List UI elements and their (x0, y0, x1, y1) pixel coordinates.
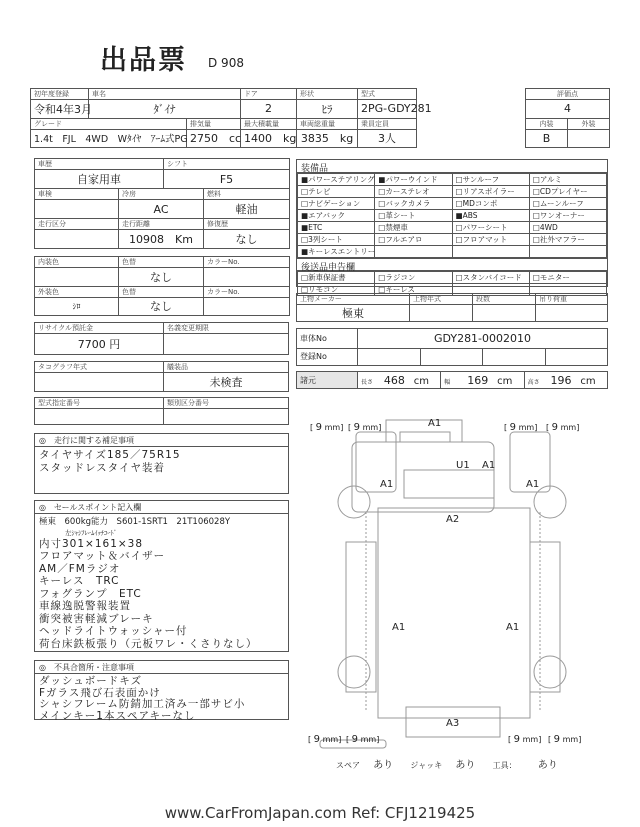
equipment-item-label: キーレスエントリー (308, 247, 376, 256)
equipment-item (529, 186, 606, 198)
lift-label: 吊り荷重 (536, 294, 608, 305)
width-unit: cm (497, 375, 513, 387)
model-value: 2PG-GDY281 (358, 100, 417, 119)
name-change-value (164, 334, 289, 355)
tacho-table (34, 361, 289, 392)
equipment-check-value: 未検査 (164, 373, 289, 392)
maker-value: 極東 (297, 305, 410, 322)
equipment-item (298, 174, 375, 186)
unchecked-box-icon: □ (532, 223, 540, 232)
height-label: 高さ (527, 378, 540, 386)
tread-depth: [ 9 mm] (548, 734, 582, 745)
interior-color-value (35, 268, 119, 287)
note-line: Fガラス飛び石表面かけ (39, 686, 161, 699)
capacity-label: 乗員定員 (358, 118, 417, 129)
height-value: 196 (550, 373, 572, 387)
note-line: スタッドレスタイヤ装着 (39, 461, 165, 474)
unchecked-box-icon: □ (378, 235, 386, 244)
note-line: 衝突被害軽減ブレーキ (39, 612, 154, 625)
height-unit: cm (580, 375, 596, 387)
equipment-item-label: リアスポイラー (462, 187, 515, 196)
unchecked-box-icon: □ (378, 285, 386, 294)
door-label: ドア (241, 89, 297, 100)
exterior-change-value: なし (119, 297, 204, 316)
equipment-item (529, 210, 606, 222)
stages-label: 段数 (473, 294, 536, 305)
fuel-value: 軽油 (204, 200, 290, 219)
defects-body (35, 674, 288, 724)
defects-box (34, 660, 289, 720)
checked-box-icon: ■ (378, 175, 386, 184)
equipment-item-label: ナビゲーション (308, 199, 361, 208)
running-notes-label: ◎ 走行に関する補足事項 (35, 434, 288, 447)
equipment-item-label: ABS (462, 211, 478, 220)
vehicle-summary-table (30, 88, 432, 148)
damage-mark: A1 (380, 479, 394, 490)
body-year-label: 上物年式 (410, 294, 473, 305)
unchecked-box-icon: □ (301, 187, 309, 196)
equipment-item (298, 210, 375, 222)
unchecked-box-icon: □ (301, 235, 309, 244)
run-class-label: 走行区分 (35, 219, 119, 230)
running-notes-body (35, 447, 288, 476)
capacity-value: 3人 (358, 129, 417, 148)
history-table (34, 158, 289, 249)
specs-label: 諸元 (297, 372, 358, 389)
recycle-table (34, 322, 289, 355)
ac-value: AC (119, 200, 204, 219)
equipment-item (529, 234, 606, 246)
unchecked-box-icon: □ (301, 273, 309, 282)
note-line: メインキー1本スペアキーなし (39, 709, 196, 722)
grade-label: グレード (31, 118, 187, 129)
gross-weight-value: 3835 kg (297, 129, 358, 148)
length-value: 468 (383, 373, 405, 387)
exterior-grade (568, 129, 610, 148)
equipment-item-label: ETC (308, 223, 323, 232)
equipment-item (298, 246, 375, 258)
exterior-color-value: ｼﾛ (35, 297, 119, 316)
equipment-item (375, 272, 452, 284)
watermark: www.CarFromJapan.com Ref: CFJ1219425 (164, 804, 476, 822)
exterior-change-label: 色替 (119, 286, 204, 297)
equipment-item-label: フルエアロ (385, 235, 423, 244)
sales-line-1: 極東 600kg能力 S601-1SRT1 21T106028Y (39, 517, 231, 527)
equipment-item-label: 社外マフラー (539, 235, 585, 244)
unchecked-box-icon: □ (532, 199, 540, 208)
note-line: ヘッドライトウォッシャー付 (39, 625, 188, 637)
chassis-table (296, 328, 608, 366)
spare-label: スペア (336, 761, 360, 770)
exterior-color-no-label: カラーNo. (204, 286, 290, 297)
chassis-label: 車体No (297, 329, 358, 349)
spare-value: あり (373, 760, 394, 771)
equipment-item (452, 198, 529, 210)
equipment-item-label: パワーシート (462, 223, 508, 232)
unchecked-box-icon: □ (532, 211, 540, 220)
equipment-item (375, 222, 452, 234)
equipment-item-label: キーレス (385, 285, 415, 294)
mileage-label: 走行距離 (119, 219, 204, 230)
recycle-value: 7700 円 (35, 334, 164, 355)
equipment-item-label: MDコンポ (462, 199, 498, 208)
unchecked-box-icon: □ (455, 187, 463, 196)
grade-value: 1.4t FJL 4WD Wﾀｲﾔ ｱｰﾑ式PG (31, 129, 187, 148)
equipment-item (452, 210, 529, 222)
equipment-item-label: 3列シート (308, 235, 343, 244)
equipment-item (375, 234, 452, 246)
interior-color-label: 内装色 (35, 257, 119, 268)
equipment-item-label: 革シート (385, 211, 416, 220)
equipment-item-label: カーステレオ (385, 187, 430, 196)
interior-color-no-label: カラーNo. (204, 257, 290, 268)
equipment-check-label: 艤装品 (164, 362, 289, 373)
note-line: 内寸301×161×38 (39, 537, 144, 550)
equipment-item (375, 186, 452, 198)
damage-mark: A1 (428, 418, 442, 429)
note-line: 荷台床鉄板張り（元板ワレ・くさりなし） (39, 637, 258, 650)
running-notes-box (34, 433, 289, 494)
score-box (525, 88, 610, 148)
shift-value: F5 (164, 170, 290, 189)
equipment-item-label: テレビ (308, 187, 331, 196)
equipment-item-label: パワーステアリング (308, 175, 375, 184)
max-load-label: 最大積載量 (241, 118, 297, 129)
exterior-color-no (204, 297, 290, 316)
max-load-value: 1400 kg (241, 129, 297, 148)
equipment-item (452, 234, 529, 246)
damage-mark: A2 (446, 514, 460, 525)
tread-depth: [ 9 mm] (504, 422, 538, 433)
equipment-item (298, 186, 375, 198)
history-label: 車歴 (35, 159, 164, 170)
sales-line-1b: 左ｼｬｼﾌﾚｰﾑｲｯﾁｺｰﾄﾞ (65, 528, 117, 537)
checked-box-icon: ■ (301, 247, 309, 256)
tread-depth: [ 9 mm] (348, 422, 382, 433)
interior-color-no (204, 268, 290, 287)
equipment-item-label: CDプレイヤー (539, 187, 588, 196)
checked-box-icon: ■ (455, 211, 463, 220)
score-value: 4 (526, 100, 610, 119)
type-number-label: 型式指定番号 (35, 398, 164, 409)
shift-label: シフト (164, 159, 290, 170)
unchecked-box-icon: □ (301, 199, 309, 208)
equipment-item-label: アルミ (539, 175, 563, 184)
tread-depth: [ 9 mm] (310, 422, 344, 433)
equipment-item-label: パワーウインド (385, 175, 438, 184)
interior-label: 内装 (526, 118, 568, 129)
note-line: 車線逸脱警報装置 (39, 600, 131, 612)
equipment-item (452, 272, 529, 284)
note-line: AM／FMラジオ (39, 562, 121, 575)
exterior-label: 外装 (568, 118, 610, 129)
inspection-value (35, 200, 119, 219)
inspection-label: 車検 (35, 189, 119, 200)
note-line: ダッシュボードキズ (39, 675, 143, 687)
body-info-table (296, 293, 608, 322)
equipment-item-label: サンルーフ (462, 175, 500, 184)
repair-label: 修復歴 (204, 219, 290, 230)
unchecked-box-icon: □ (455, 175, 463, 184)
tread-depth: [ 9 mm] (508, 734, 542, 745)
tools-value: あり (537, 760, 558, 771)
displacement-value: 2750 cc (187, 129, 241, 148)
page-title: 出品票 (100, 45, 187, 76)
jack-label: ジャッキ (410, 761, 443, 770)
note-line: タイヤサイズ185／75R15 (39, 449, 181, 461)
width-label: 幅 (444, 378, 451, 386)
unchecked-box-icon: □ (532, 273, 540, 282)
first-reg-value: 令和4年3月 (31, 100, 89, 119)
history-value: 自家用車 (35, 170, 164, 189)
shape-value: ﾋﾗ (297, 100, 358, 119)
length-unit: cm (413, 375, 430, 387)
damage-mark: A1 (506, 622, 520, 633)
checked-box-icon: ■ (301, 211, 309, 220)
repair-value: なし (204, 230, 290, 249)
equipment-item (529, 272, 606, 284)
car-name-value: ﾀﾞｲﾅ (89, 100, 241, 119)
damage-mark: A1 (526, 479, 540, 490)
equipment-item (298, 198, 375, 210)
ac-label: 冷房 (119, 189, 204, 200)
tacho-value (35, 373, 164, 392)
equipment-item-label: フロアマット (462, 235, 508, 244)
equipment-item (529, 198, 606, 210)
sales-points-box (34, 500, 289, 652)
note-line: キーレス TRC (39, 575, 120, 587)
checked-box-icon: ■ (301, 223, 309, 232)
note-line: フロアマット＆バイザー (39, 550, 166, 562)
unchecked-box-icon: □ (532, 187, 540, 196)
damage-mark: A3 (446, 718, 460, 729)
equipment-item (375, 174, 452, 186)
damage-mark: A1 (482, 460, 496, 471)
equipment-item-label: スタンバイコード (462, 273, 522, 282)
unchecked-box-icon: □ (378, 273, 386, 282)
equipment-item (298, 272, 375, 284)
tools-label: 工具： (492, 761, 517, 770)
equipment-item (375, 198, 452, 210)
note-line: シャシフレーム防錆加工済み一部サビ小 (39, 698, 246, 710)
truck-outline (320, 420, 566, 748)
class-number-label: 類別区分番号 (164, 398, 289, 409)
equipment-item (529, 222, 606, 234)
equipment-item-label: 新車保証書 (308, 273, 346, 282)
equipment-item (529, 174, 606, 186)
unchecked-box-icon: □ (532, 175, 540, 184)
defects-label: ◎ 不具合箇所・注意事項 (35, 661, 288, 674)
equipment-item (452, 222, 529, 234)
run-class-value (35, 230, 119, 249)
name-change-label: 名義変更期限 (164, 323, 289, 334)
equipment-item (298, 234, 375, 246)
equipment-item-label: ワンオーナー (539, 211, 585, 220)
equipment-item-label: ムーンルーフ (539, 199, 584, 208)
gross-weight-label: 車両総重量 (297, 118, 358, 129)
equipment-label: 装備品 (297, 160, 607, 173)
door-value: 2 (241, 100, 297, 119)
fuel-label: 燃料 (204, 189, 290, 200)
equipment-item-label: バックカメラ (385, 199, 431, 208)
recycle-label: リサイクル預託金 (35, 323, 164, 334)
unchecked-box-icon: □ (378, 199, 386, 208)
unchecked-box-icon: □ (378, 187, 386, 196)
reg-no-label: 登録No (297, 348, 358, 365)
chassis-value: GDY281-0002010 (358, 329, 608, 349)
tread-depth: [ 9 mm] (346, 734, 380, 745)
equipment-item-label: エアバック (308, 211, 345, 220)
unchecked-box-icon: □ (378, 211, 386, 220)
unchecked-box-icon: □ (455, 235, 463, 244)
car-name-label: 車名 (89, 89, 241, 100)
height-cell (524, 372, 607, 389)
type-number-table (34, 397, 289, 425)
model-label: 型式 (358, 89, 417, 100)
jack-value: あり (455, 760, 476, 771)
maker-label: 上物メーカー (297, 294, 410, 305)
vehicle-damage-diagram (296, 412, 610, 748)
damage-mark: U1 (456, 460, 470, 471)
width-cell (441, 372, 524, 389)
equipment-item-label: 禁煙車 (385, 223, 408, 232)
equipment-item-label: モニター (539, 273, 570, 282)
accessories-row (336, 756, 596, 771)
tread-depth: [ 9 mm] (308, 734, 342, 745)
specs-table (296, 371, 608, 389)
equipment-item (452, 174, 529, 186)
displacement-label: 排気量 (187, 118, 241, 129)
later-label: 後送品申告欄 (297, 258, 607, 271)
equipment-box (296, 159, 608, 294)
unchecked-box-icon: □ (455, 223, 463, 232)
tread-depth: [ 9 mm] (546, 422, 580, 433)
equipment-item (375, 210, 452, 222)
sales-points-body (35, 514, 288, 652)
shape-label: 形状 (297, 89, 358, 100)
equipment-item-label: ラジコン (385, 273, 416, 282)
interior-grade: B (526, 129, 568, 148)
width-value: 169 (467, 373, 489, 387)
equipment-item-label: リモコン (308, 285, 339, 294)
tacho-label: タコグラフ年式 (35, 362, 164, 373)
equipment-item (452, 186, 529, 198)
interior-change-label: 色替 (119, 257, 204, 268)
exterior-color-label: 外装色 (35, 286, 119, 297)
equipment-item (298, 222, 375, 234)
score-label: 評価点 (526, 89, 610, 100)
unchecked-box-icon: □ (532, 235, 540, 244)
color-table (34, 256, 289, 316)
mileage-value: 10908 Km (119, 230, 204, 249)
lot-number: D 908 (208, 56, 244, 70)
length-cell (358, 372, 441, 389)
unchecked-box-icon: □ (301, 285, 309, 294)
sales-points-label: ◎ セールスポイント記入欄 (35, 501, 288, 514)
note-line: フォグランプ ETC (39, 587, 142, 600)
damage-mark: A1 (392, 622, 406, 633)
unchecked-box-icon: □ (378, 223, 386, 232)
interior-change-value: なし (119, 268, 204, 287)
unchecked-box-icon: □ (455, 273, 463, 282)
equipment-item-label: 4WD (539, 223, 558, 232)
checked-box-icon: ■ (301, 175, 309, 184)
first-reg-label: 初年度登録 (31, 89, 89, 100)
length-label: 長さ (361, 378, 374, 386)
unchecked-box-icon: □ (455, 199, 463, 208)
